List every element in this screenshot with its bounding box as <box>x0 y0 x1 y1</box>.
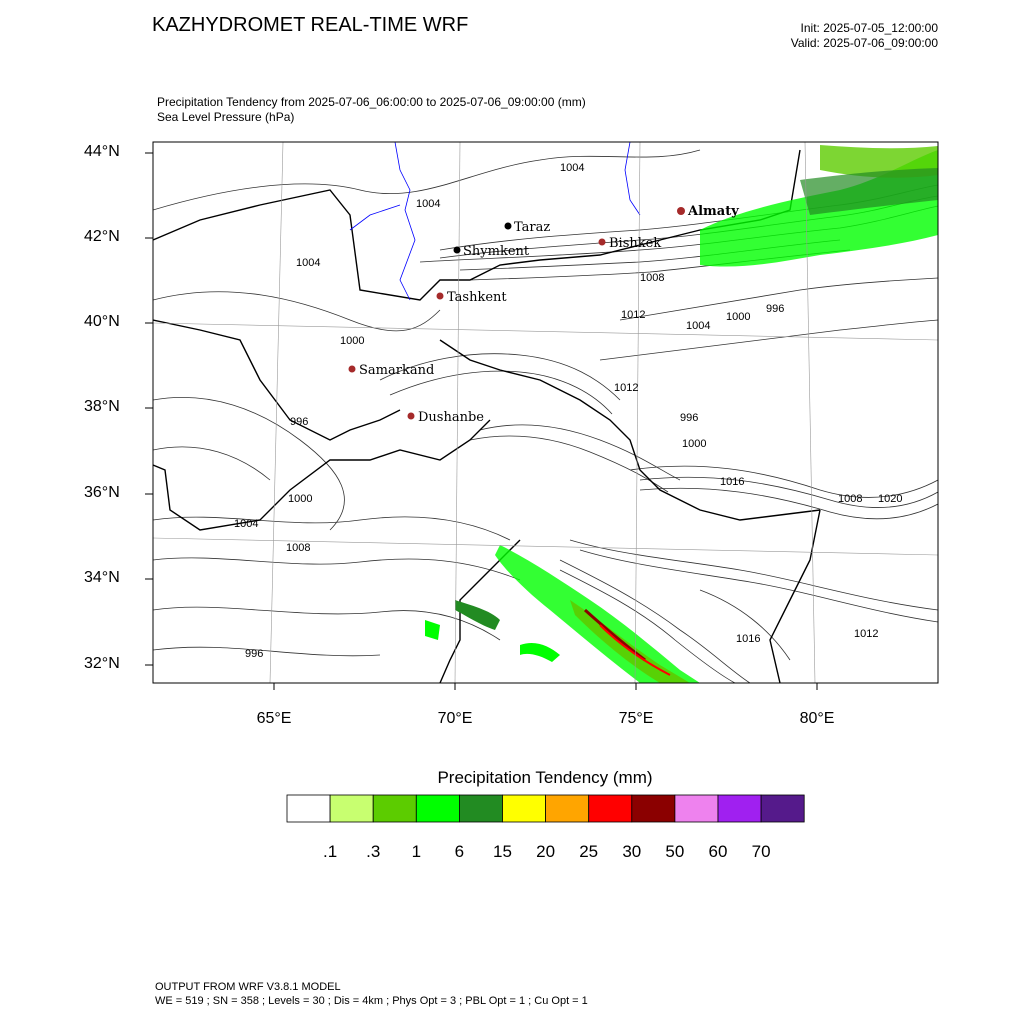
isobar-label: 1000 <box>340 335 365 347</box>
city-dot-tashkent <box>437 293 444 300</box>
valid-time: Valid: 2025-07-06_09:00:00 <box>790 36 938 50</box>
footer-line-2: WE = 519 ; SN = 358 ; Levels = 30 ; Dis = 4km ; Phys Opt = 3 ; PBL Opt = 1 ; Cu Opt = 1 <box>155 995 588 1007</box>
isobar-label: 1012 <box>854 628 879 640</box>
legend-tick-label: 25 <box>579 842 599 861</box>
rivers <box>350 142 640 300</box>
isobar-label: 1008 <box>640 272 665 284</box>
isobar-label: 1004 <box>686 320 711 332</box>
isobar-label: 1016 <box>736 633 761 645</box>
isobar-label: 1000 <box>726 311 751 323</box>
legend-color-box <box>416 795 459 822</box>
lat-label-32: 32°N <box>84 655 120 672</box>
isobar-label: 996 <box>290 416 309 428</box>
isobar-label: 996 <box>766 303 785 315</box>
lon-label-80: 80°E <box>799 710 835 727</box>
city-dot-taraz <box>505 223 512 230</box>
city-label-almaty: Almaty <box>688 204 739 219</box>
lon-label-70: 70°E <box>437 710 473 727</box>
lat-label-40: 40°N <box>84 313 120 330</box>
legend-tick-label: .1 <box>323 842 338 861</box>
isobar-label: 1004 <box>234 518 259 530</box>
isobar-label: 1008 <box>286 542 311 554</box>
legend-color-box <box>632 795 675 822</box>
map-title: KAZHYDROMET REAL-TIME WRF <box>152 14 469 36</box>
isobar-label: 996 <box>680 412 699 424</box>
slp-field-label: Sea Level Pressure (hPa) <box>157 110 295 124</box>
init-time: Init: 2025-07-05_12:00:00 <box>800 21 938 35</box>
isobar-label: 1020 <box>878 493 903 505</box>
lon-label-65: 65°E <box>256 710 292 727</box>
legend-tick-label: .3 <box>366 842 381 861</box>
legend-tick-label: 1 <box>411 842 422 861</box>
legend-tick-label: 20 <box>536 842 556 861</box>
city-dot-bishkek <box>599 239 606 246</box>
lat-label-44: 44°N <box>84 143 120 160</box>
isobar-label: 1004 <box>560 162 585 174</box>
isobar-label: 1004 <box>416 198 441 210</box>
city-label-dushanbe: Dushanbe <box>418 410 484 425</box>
legend-colorbar <box>287 795 804 822</box>
isobar-label: 996 <box>245 648 264 660</box>
isobar-label: 1000 <box>682 438 707 450</box>
legend-color-box <box>761 795 804 822</box>
lon-label-75: 75°E <box>618 710 654 727</box>
legend-tick-label: 30 <box>622 842 642 861</box>
isobar-label: 1004 <box>296 257 321 269</box>
legend-title: Precipitation Tendency (mm) <box>437 768 653 787</box>
legend-color-box <box>503 795 546 822</box>
city-label-shymkent: Shymkent <box>463 244 530 259</box>
city-dot-shymkent <box>454 247 461 254</box>
isobar-label: 1012 <box>614 382 639 394</box>
lat-label-42: 42°N <box>84 228 120 245</box>
precip-field-label: Precipitation Tendency from 2025-07-06_06:00:00 to 2025-07-06_09:00:00 (mm) <box>157 95 586 109</box>
city-label-taraz: Taraz <box>514 220 551 235</box>
city-label-samarkand: Samarkand <box>359 363 435 378</box>
legend-tick-label: 50 <box>665 842 685 861</box>
lat-label-38: 38°N <box>84 398 120 415</box>
legend-color-box <box>589 795 632 822</box>
legend-tick-label: 70 <box>751 842 771 861</box>
legend-color-box <box>287 795 330 822</box>
isobar-label: 1012 <box>621 309 646 321</box>
legend-color-box <box>373 795 416 822</box>
city-dot-almaty <box>677 207 685 215</box>
legend-color-box <box>330 795 373 822</box>
legend-color-box <box>459 795 502 822</box>
isobar-label: 1016 <box>720 476 745 488</box>
legend-tick-label: 60 <box>708 842 728 861</box>
legend-color-box <box>675 795 718 822</box>
isobar-label: 1000 <box>288 493 313 505</box>
city-label-bishkek: Bishkek <box>609 236 662 251</box>
city-dot-samarkand <box>349 366 356 373</box>
legend-color-box <box>718 795 761 822</box>
city-label-tashkent: Tashkent <box>447 290 507 305</box>
lat-label-36: 36°N <box>84 484 120 501</box>
isobar-label: 1008 <box>838 493 863 505</box>
footer-line-1: OUTPUT FROM WRF V3.8.1 MODEL <box>155 981 341 993</box>
lat-label-34: 34°N <box>84 569 120 586</box>
legend-color-box <box>546 795 589 822</box>
city-dot-dushanbe <box>408 413 415 420</box>
model-footer <box>155 980 588 1008</box>
legend-tick-label: 6 <box>454 842 465 861</box>
legend-tick-label: 15 <box>493 842 512 861</box>
